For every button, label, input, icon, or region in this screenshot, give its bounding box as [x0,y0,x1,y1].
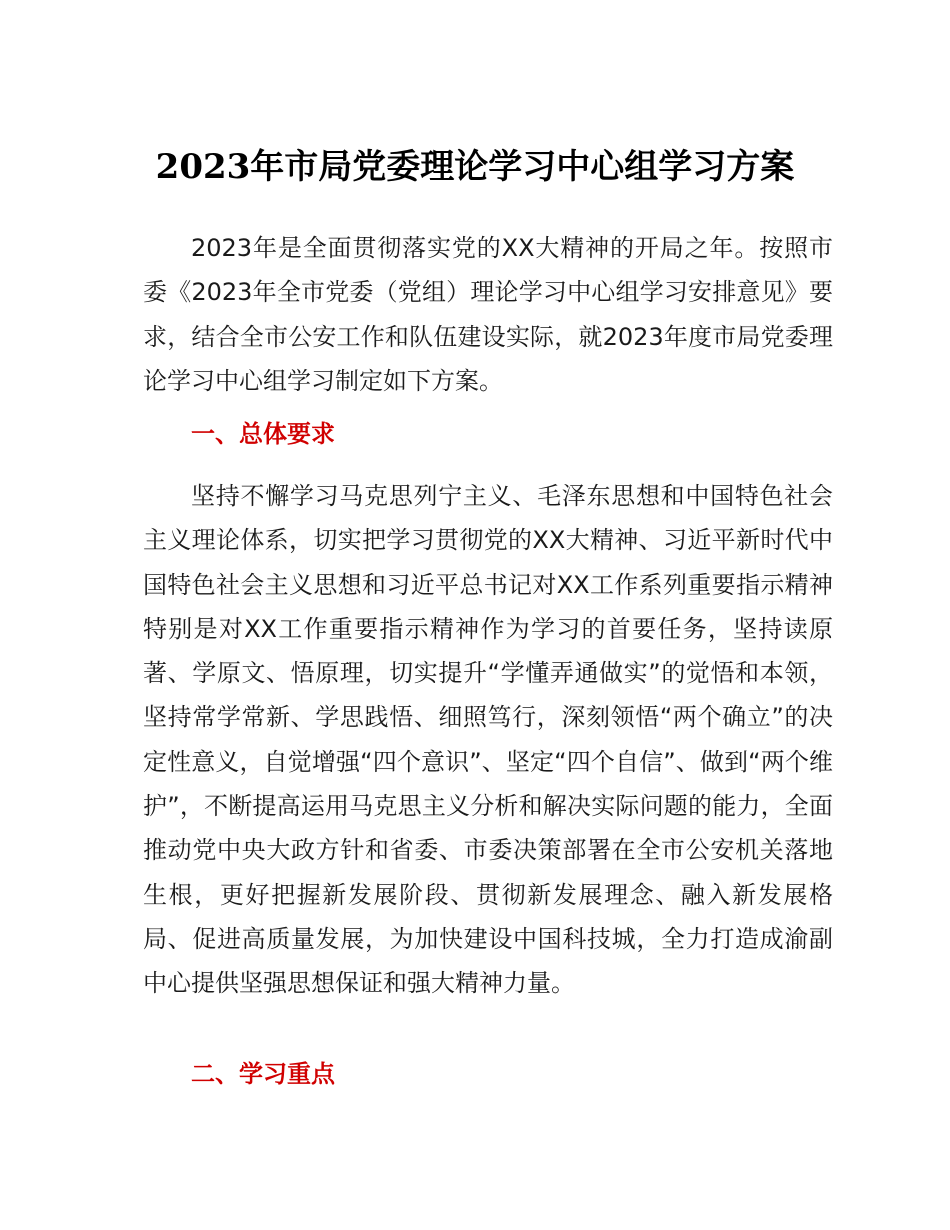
intro-paragraph: 2023年是全面贯彻落实党的XX大精神的开局之年。按照市委《2023年全市党委（党组）理论学习中心组学习安排意见》要求，结合全市公安工作和队伍建设实际，就2023年度市局党委理论学习中心组学习制定如下方案。 [143,234,833,395]
section-heading-general-requirements: 一、总体要求 [191,420,335,448]
section-heading-study-focus: 二、学习重点 [191,1060,335,1088]
page-title: 2023年市局党委理论学习中心组学习方案 [155,147,795,187]
section-body-general-requirements: 坚持不懈学习马克思列宁主义、毛泽东思想和中国特色社会主义理论体系，切实把学习贯彻党的XX大精神、习近平新时代中国特色社会主义思想和习近平总书记对XX工作系列重要指示精神特别是对XX工作重要指示精神作为学习的首要任务，坚持读原著、学原文、悟原理，切实提升“学懂弄通做实”的觉悟和本领，坚持常学常新、学思践悟、细照笃行，深刻领悟“两个确立”的决定性意义，自觉增强“四个意识”、坚定“四个自信”、做到“两个维护”，不断提高运用马克思主义分析和解决实际问题的能力，全面推动党中央大政方针和省委、市委决策部署在全市公安机关落地生根，更好把握新发展阶段、贯彻新发展理念、融入新发展格局、促进高质量发展，为加快建设中国科技城，全力打造成渝副中心提供坚强思想保证和强大精神力量。 [143,482,833,998]
